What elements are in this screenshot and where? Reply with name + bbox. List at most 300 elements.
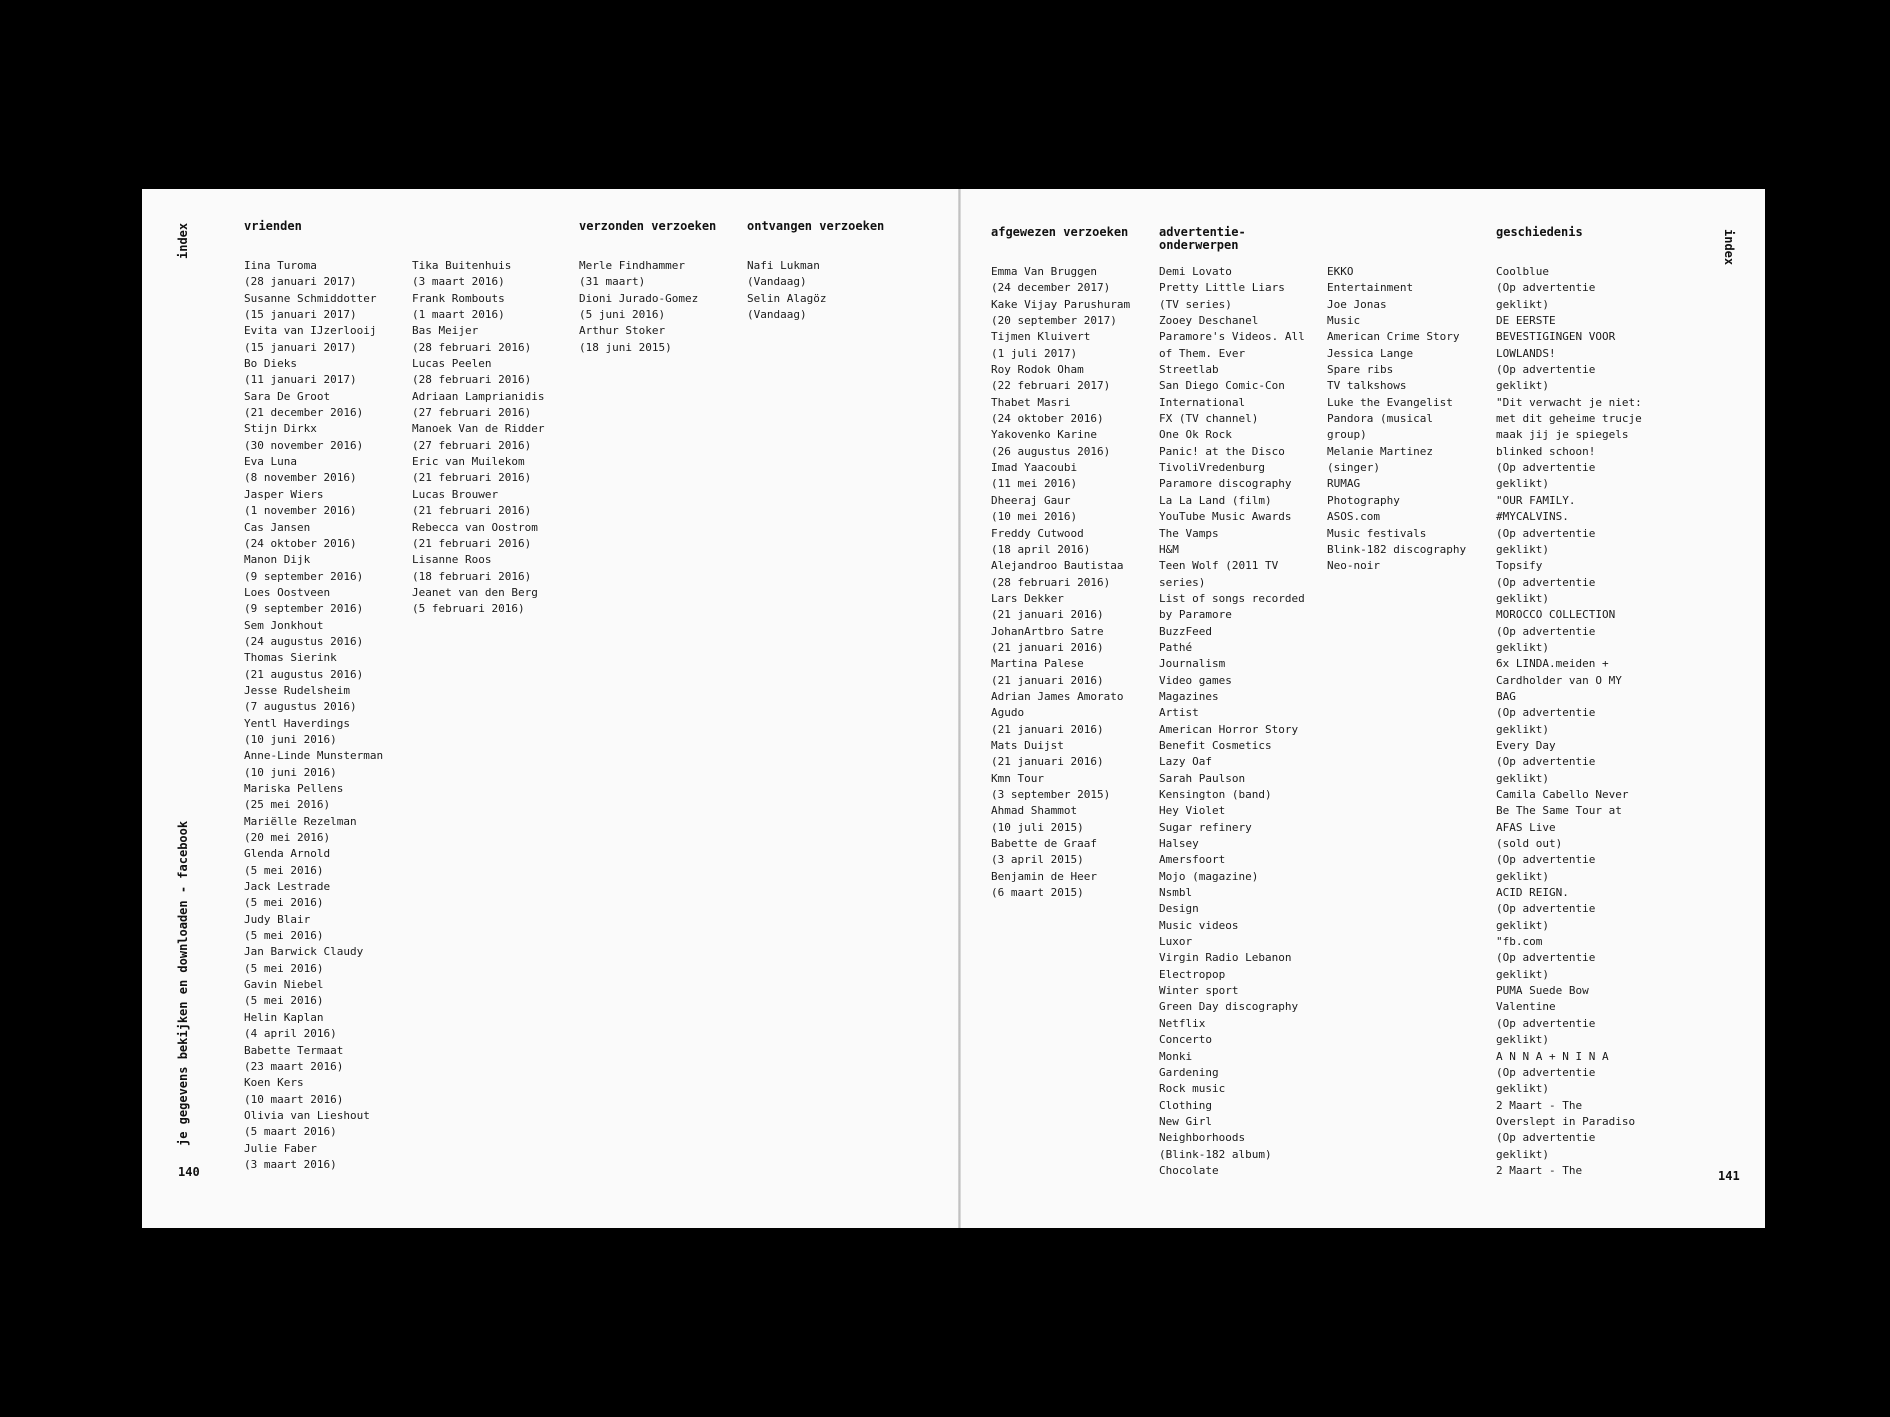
list-item	[1159, 591, 1305, 624]
list-item	[991, 526, 1130, 559]
person-name: Jesse Rudelsheim	[244, 683, 350, 697]
person-date: (28 januari 2017)	[244, 275, 357, 289]
entry-text: Magazines	[1159, 689, 1219, 703]
list-item	[1327, 542, 1466, 558]
entry-text: "Dit verwacht je niet:	[1496, 395, 1642, 409]
person-name: Arthur Stoker	[579, 324, 666, 338]
entry-text: Melanie Martinez	[1327, 444, 1433, 458]
entry-text: AFAS Live	[1496, 820, 1556, 834]
list-item	[244, 487, 383, 520]
entry-text: Demi Lovato	[1159, 265, 1232, 278]
entry-text: Overslept in Paradiso	[1496, 1114, 1636, 1128]
book-spread	[142, 189, 1765, 1228]
entry-text: geklikt)	[1496, 869, 1549, 883]
person-name: Ahmad Shammot	[991, 804, 1078, 818]
person-date: (21 januari 2016)	[991, 722, 1104, 736]
entry-text: met dit geheime trucje	[1496, 412, 1642, 426]
entry-text: Cardholder van O MY	[1496, 673, 1622, 687]
entry-text: by Paramore	[1159, 608, 1232, 622]
entry-text: geklikt)	[1496, 722, 1549, 736]
entry-text: Kensington (band)	[1159, 788, 1272, 801]
person-date: (21 februari 2016)	[412, 471, 532, 485]
list-item	[244, 258, 383, 291]
entry-text: Pathé	[1159, 640, 1193, 654]
received-requests-list	[747, 258, 826, 323]
ad-topics-list-col1	[1159, 264, 1305, 1179]
heading-sent-requests: verzonden verzoeken	[579, 219, 717, 233]
list-item	[1159, 656, 1305, 672]
person-date: (24 augustus 2016)	[244, 634, 364, 648]
list-item	[1327, 313, 1466, 329]
list-item	[579, 258, 698, 291]
entry-text: Netflix	[1159, 1016, 1206, 1030]
entry-text: List of songs recorded	[1159, 591, 1305, 605]
list-item	[1159, 558, 1305, 591]
index-label-right: index	[1722, 229, 1736, 266]
list-item	[991, 264, 1130, 297]
entry-text: RUMAG	[1327, 477, 1361, 491]
entry-text: "fb.com	[1496, 935, 1543, 949]
person-date: (21 januari 2016)	[991, 755, 1104, 769]
list-item	[579, 323, 698, 356]
person-date: (9 september 2016)	[244, 569, 364, 583]
right-page	[960, 189, 1765, 1228]
entry-text: Panic! at the Disco	[1159, 444, 1285, 458]
list-item	[1159, 754, 1305, 770]
person-name: Manon Dijk	[244, 553, 311, 567]
person-name: Evita van IJzerlooij	[244, 324, 377, 338]
entry-text: Electropop	[1159, 967, 1226, 981]
entry-text: Journalism	[1159, 657, 1226, 671]
person-date: (28 februari 2016)	[991, 575, 1111, 589]
entry-text: TV talkshows	[1327, 379, 1407, 393]
vertical-section-label: je gegevens bekijken en downloaden - facebook	[176, 820, 190, 1146]
entry-text: Artist	[1159, 706, 1199, 720]
list-item	[1496, 754, 1642, 787]
list-item	[1496, 607, 1642, 623]
heading-received-requests: ontvangen verzoeken	[747, 219, 885, 233]
list-item	[1327, 329, 1466, 345]
entry-text: Sarah Paulson	[1159, 771, 1246, 785]
person-name: Jasper Wiers	[244, 487, 324, 501]
entry-text: geklikt)	[1496, 1147, 1549, 1161]
list-item	[1327, 476, 1466, 492]
person-date: (27 februari 2016)	[412, 438, 532, 452]
person-date: (28 februari 2016)	[412, 340, 532, 354]
person-date: (10 juni 2016)	[244, 765, 337, 779]
list-item	[1327, 509, 1466, 525]
entry-text: Music	[1327, 314, 1361, 328]
list-item	[1159, 640, 1305, 656]
list-item	[1496, 705, 1642, 738]
person-name: Eric van Muilekom	[412, 455, 525, 469]
person-date: (11 mei 2016)	[991, 477, 1078, 491]
person-name: Mariëlle Rezelman	[244, 814, 357, 828]
person-date: (30 november 2016)	[244, 438, 364, 452]
person-name: Sara De Groot	[244, 389, 331, 403]
list-item	[747, 258, 826, 291]
person-name: Judy Blair	[244, 912, 311, 926]
person-date: (22 februari 2017)	[991, 379, 1111, 393]
person-date: (8 november 2016)	[244, 471, 357, 485]
list-item	[244, 716, 383, 749]
person-date: (3 september 2015)	[991, 788, 1111, 801]
entry-text: Paramore's Videos. All	[1159, 330, 1305, 344]
list-item	[244, 1108, 383, 1141]
entry-text: 2 Maart - The	[1496, 1163, 1583, 1177]
person-name: Babette Termaat	[244, 1043, 344, 1057]
list-item	[412, 291, 544, 324]
list-item	[991, 297, 1130, 330]
entry-text: Zooey Deschanel	[1159, 314, 1259, 328]
list-item	[244, 1043, 383, 1076]
entry-text: (TV series)	[1159, 297, 1232, 311]
entry-text: La La Land (film)	[1159, 493, 1272, 507]
heading-rejected-requests: afgewezen verzoeken	[991, 225, 1129, 239]
person-date: (5 mei 2016)	[244, 929, 324, 943]
list-item	[1496, 852, 1642, 885]
person-date: (21 augustus 2016)	[244, 667, 364, 681]
list-item	[1159, 803, 1305, 819]
entry-text: Every Day	[1496, 738, 1556, 752]
entry-text: 6x LINDA.meiden +	[1496, 657, 1609, 671]
list-item	[1159, 509, 1305, 525]
entry-text: Valentine	[1496, 1000, 1556, 1014]
list-item	[1159, 526, 1305, 542]
entry-text: geklikt)	[1496, 1033, 1549, 1047]
list-item	[1496, 460, 1642, 493]
list-item	[1159, 820, 1305, 836]
person-name: Lisanne Roos	[412, 553, 492, 567]
list-item	[244, 585, 383, 618]
sent-requests-list	[579, 258, 698, 356]
list-item	[244, 846, 383, 879]
list-item	[412, 520, 544, 553]
list-item	[1496, 983, 1642, 1016]
list-item	[1159, 264, 1305, 280]
person-name: Iina Turoma	[244, 259, 317, 272]
list-item	[1159, 869, 1305, 885]
list-item	[1496, 558, 1642, 574]
list-item	[1159, 378, 1305, 411]
entry-text: geklikt)	[1496, 1082, 1549, 1096]
person-date: (5 mei 2016)	[244, 896, 324, 910]
list-item	[1496, 264, 1642, 280]
person-date: (5 februari 2016)	[412, 602, 525, 616]
entry-text: (Op advertentie	[1496, 1131, 1596, 1145]
list-item	[1159, 1032, 1305, 1048]
person-date: (11 januari 2017)	[244, 373, 357, 387]
list-item	[1159, 852, 1305, 868]
list-item	[1159, 411, 1305, 427]
person-date: (10 juni 2016)	[244, 732, 337, 746]
entry-text: Neighborhoods	[1159, 1131, 1246, 1145]
person-name: Sem Jonkhout	[244, 618, 324, 632]
entry-text: Benefit Cosmetics	[1159, 738, 1272, 752]
entry-text: Pretty Little Liars	[1159, 281, 1285, 295]
list-item	[1159, 934, 1305, 950]
entry-text: LOWLANDS!	[1496, 346, 1556, 360]
list-item	[412, 421, 544, 454]
entry-text: San Diego Comic-Con	[1159, 379, 1285, 393]
person-name: Bas Meijer	[412, 324, 479, 338]
entry-text: Rock music	[1159, 1082, 1226, 1096]
person-date: (21 januari 2016)	[991, 640, 1104, 654]
person-date: (18 april 2016)	[991, 542, 1091, 556]
list-item	[1159, 1114, 1305, 1130]
person-date: (Vandaag)	[747, 275, 807, 289]
rejected-requests-list	[991, 264, 1130, 901]
person-name: Thomas Sierink	[244, 651, 337, 665]
person-name: Yentl Haverdings	[244, 716, 350, 730]
entry-text: Topsify	[1496, 559, 1543, 573]
list-item	[1159, 787, 1305, 803]
list-item	[412, 454, 544, 487]
entry-text: The Vamps	[1159, 526, 1219, 540]
list-item	[1496, 1016, 1642, 1049]
person-date: (10 maart 2016)	[244, 1092, 344, 1106]
entry-text: geklikt)	[1496, 967, 1549, 981]
entry-text: Luke the Evangelist	[1327, 395, 1453, 409]
person-date: (20 mei 2016)	[244, 831, 331, 845]
list-item	[1159, 689, 1305, 705]
person-name: Tika Buitenhuis	[412, 259, 512, 272]
list-item	[1496, 280, 1642, 313]
entry-text: ACID REIGN.	[1496, 886, 1569, 900]
list-item	[1327, 411, 1466, 444]
list-item	[1159, 836, 1305, 852]
person-name: Roy Rodok Oham	[991, 363, 1084, 377]
person-date: (3 maart 2016)	[244, 1157, 337, 1171]
list-item	[1159, 444, 1305, 460]
list-item	[991, 427, 1130, 460]
person-name: Koen Kers	[244, 1076, 304, 1090]
list-item	[1159, 1016, 1305, 1032]
list-item	[1496, 1049, 1642, 1065]
entry-text: (Op advertentie	[1496, 755, 1596, 769]
person-date: (21 januari 2016)	[991, 673, 1104, 687]
person-date: (5 mei 2016)	[244, 994, 324, 1008]
entry-text: Jessica Lange	[1327, 346, 1414, 360]
list-item	[1496, 1130, 1642, 1163]
list-item	[1159, 542, 1305, 558]
entry-text: A N N A + N I N A	[1496, 1049, 1609, 1063]
list-item	[1496, 493, 1642, 526]
entry-text: Hey Violet	[1159, 804, 1226, 818]
list-item	[1159, 738, 1305, 754]
entry-text: geklikt)	[1496, 591, 1549, 605]
entry-text: Entertainment	[1327, 281, 1414, 295]
entry-text: (Op advertentie	[1496, 951, 1596, 965]
entry-text: (Op advertentie	[1496, 1065, 1596, 1079]
entry-text: of Them. Ever	[1159, 346, 1246, 360]
entry-text: One Ok Rock	[1159, 428, 1232, 442]
entry-text: (Op advertentie	[1496, 526, 1596, 540]
list-item	[991, 656, 1130, 689]
list-item	[991, 689, 1130, 738]
entry-text: DE EERSTE	[1496, 314, 1556, 328]
list-item	[1159, 967, 1305, 983]
list-item	[991, 738, 1130, 771]
list-item	[1496, 901, 1642, 934]
list-item	[1496, 1098, 1642, 1131]
list-item	[1159, 918, 1305, 934]
list-item	[1327, 264, 1466, 297]
list-item	[412, 552, 544, 585]
person-date: (1 november 2016)	[244, 504, 357, 518]
list-item	[1159, 476, 1305, 492]
person-name: Adriaan Lamprianidis	[412, 389, 545, 403]
person-name: Anne-Linde Munsterman	[244, 749, 384, 763]
list-item	[244, 879, 383, 912]
entry-text: geklikt)	[1496, 771, 1549, 785]
person-date: (21 februari 2016)	[412, 536, 532, 550]
list-item	[244, 683, 383, 716]
person-name: Tijmen Kluivert	[991, 330, 1091, 344]
entry-text: Concerto	[1159, 1033, 1212, 1047]
entry-text: H&M	[1159, 542, 1179, 556]
list-item	[1496, 575, 1642, 608]
person-name: Bo Dieks	[244, 357, 297, 371]
list-item	[1496, 787, 1642, 852]
list-item	[244, 1075, 383, 1108]
list-item	[1159, 280, 1305, 313]
list-item	[244, 552, 383, 585]
entry-text: (Op advertentie	[1496, 363, 1596, 377]
list-item	[1159, 427, 1305, 443]
list-item	[244, 1141, 383, 1174]
list-item	[991, 362, 1130, 395]
person-date: (6 maart 2015)	[991, 886, 1084, 900]
list-item	[1327, 558, 1466, 574]
entry-text: "OUR FAMILY.	[1496, 493, 1576, 507]
list-item	[1159, 1065, 1305, 1081]
list-item	[1159, 313, 1305, 329]
person-date: (5 mei 2016)	[244, 961, 324, 975]
person-date: (1 juli 2017)	[991, 346, 1078, 360]
list-item	[1159, 885, 1305, 901]
list-item	[412, 585, 544, 618]
person-date: (5 mei 2016)	[244, 863, 324, 877]
entry-text: Virgin Radio Lebanon	[1159, 951, 1292, 965]
list-item	[1159, 722, 1305, 738]
list-item	[1159, 901, 1305, 917]
person-date: (7 augustus 2016)	[244, 700, 357, 714]
person-name: Rebecca van Oostrom	[412, 520, 538, 534]
list-item	[991, 624, 1130, 657]
list-item	[244, 454, 383, 487]
entry-text: Be The Same Tour at	[1496, 804, 1622, 818]
left-page	[142, 189, 959, 1228]
list-item	[412, 356, 544, 389]
person-name: Nafi Lukman	[747, 259, 820, 272]
person-date: (24 oktober 2016)	[244, 536, 357, 550]
entry-text: geklikt)	[1496, 297, 1549, 311]
list-item	[991, 493, 1130, 526]
heading-ad-topics: advertentie- onderwerpen	[1159, 225, 1246, 252]
entry-text: International	[1159, 395, 1246, 409]
entry-text: Video games	[1159, 673, 1232, 687]
list-item	[244, 912, 383, 945]
heading-friends: vrienden	[244, 219, 302, 233]
friends-list-col2	[412, 258, 544, 618]
list-item	[1496, 738, 1642, 754]
list-item	[1159, 1081, 1305, 1097]
entry-text: Chocolate	[1159, 1163, 1219, 1177]
person-name: Glenda Arnold	[244, 847, 331, 861]
entry-text: Gardening	[1159, 1065, 1219, 1079]
list-item	[1327, 395, 1466, 411]
list-item	[244, 814, 383, 847]
person-name: Lucas Brouwer	[412, 487, 499, 501]
ad-topics-list-col2	[1327, 264, 1466, 575]
list-item	[1159, 1049, 1305, 1065]
heading-history: geschiedenis	[1496, 225, 1583, 239]
list-item	[1327, 493, 1466, 509]
entry-text: (Op advertentie	[1496, 575, 1596, 589]
list-item	[1159, 771, 1305, 787]
entry-text: Winter sport	[1159, 984, 1239, 998]
entry-text: Blink-182 discography	[1327, 542, 1467, 556]
entry-text: 2 Maart - The	[1496, 1098, 1583, 1112]
entry-text: geklikt)	[1496, 477, 1549, 491]
list-item	[244, 977, 383, 1010]
person-name: Loes Oostveen	[244, 585, 331, 599]
list-item	[1327, 444, 1466, 477]
person-date: (18 februari 2016)	[412, 569, 532, 583]
person-date: (25 mei 2016)	[244, 798, 331, 812]
person-name: Dheeraj Gaur	[991, 493, 1071, 507]
entry-text: ASOS.com	[1327, 510, 1380, 524]
person-name: Cas Jansen	[244, 520, 311, 534]
person-date: (21 december 2016)	[244, 406, 364, 420]
person-date: (10 juli 2015)	[991, 820, 1084, 834]
person-name: Lars Dekker	[991, 591, 1064, 605]
entry-text: geklikt)	[1496, 640, 1549, 654]
person-name: Jeanet van den Berg	[412, 585, 538, 599]
list-item	[1159, 673, 1305, 689]
list-item	[1159, 362, 1305, 378]
list-item	[1159, 1163, 1305, 1179]
entry-text: Photography	[1327, 493, 1400, 507]
person-date: (15 januari 2017)	[244, 308, 357, 322]
list-item	[1327, 362, 1466, 378]
list-item	[991, 460, 1130, 493]
entry-text: Sugar refinery	[1159, 820, 1252, 834]
entry-text: MOROCCO COLLECTION	[1496, 608, 1616, 622]
entry-text: BAG	[1496, 689, 1516, 703]
list-item	[1159, 329, 1305, 362]
entry-text: Camila Cabello Never	[1496, 788, 1629, 801]
entry-text: (Op advertentie	[1496, 624, 1596, 638]
person-name: Imad Yaacoubi	[991, 461, 1078, 475]
list-item	[244, 618, 383, 651]
entry-text: BuzzFeed	[1159, 624, 1212, 638]
entry-text: (Op advertentie	[1496, 281, 1596, 295]
friends-list-col1	[244, 258, 383, 1173]
entry-text: Joe Jonas	[1327, 297, 1387, 311]
person-date: (4 april 2016)	[244, 1027, 337, 1041]
person-date: (27 februari 2016)	[412, 406, 532, 420]
entry-text: geklikt)	[1496, 542, 1549, 556]
entry-text: Paramore discography	[1159, 477, 1292, 491]
page-number-left: 140	[178, 1165, 200, 1179]
person-name: Kake Vijay Parushuram	[991, 297, 1131, 311]
entry-text: (Blink-182 album)	[1159, 1147, 1272, 1161]
list-item	[1496, 656, 1642, 705]
entry-text: Green Day discography	[1159, 1000, 1299, 1014]
list-item	[1327, 378, 1466, 394]
